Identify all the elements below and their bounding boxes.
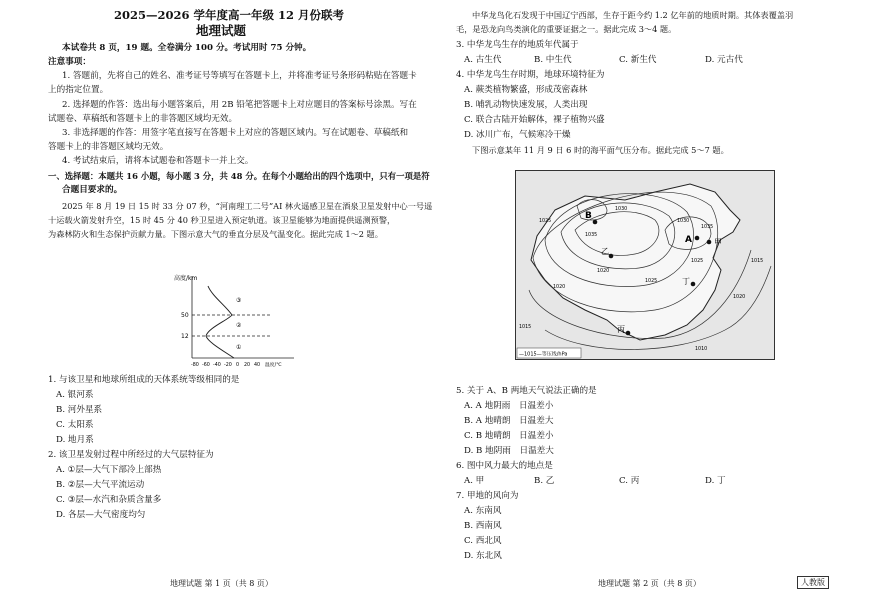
isobar-label-1020c: 1020	[553, 285, 566, 290]
q1-option-c[interactable]: C. 太阳系	[56, 420, 94, 430]
point-ding-label: 丁	[682, 277, 690, 286]
x-axis-label: 温度/℃	[265, 363, 282, 368]
layer-label-3: ③	[236, 297, 242, 304]
notice-3b: 答题卡上的非答题区域均无效。	[48, 142, 169, 152]
passage-2b: 毛，是恐龙向鸟类演化的重要证据之一。据此完成 3～4 题。	[456, 24, 677, 34]
layer-label-2: ②	[236, 322, 242, 329]
question-5: 5. 关于 A、B 两地天气说法正确的是	[456, 386, 597, 396]
pressure-map	[515, 170, 775, 360]
point-a-label: A	[685, 235, 692, 245]
q4-option-b[interactable]: B. 哺乳动物快速发展，人类出现	[464, 100, 588, 110]
q2-option-c[interactable]: C. ③层—水汽和杂质含量多	[56, 495, 162, 505]
notice-heading: 注意事项：	[48, 57, 91, 67]
q6-option-d[interactable]: D. 丁	[705, 476, 726, 486]
point-ding-marker	[691, 282, 696, 287]
y-tick-12: 12	[181, 333, 189, 340]
atmosphere-chart	[172, 272, 312, 372]
question-3: 3. 中华龙鸟生存的地质年代属于	[456, 40, 579, 50]
left-footer: 地理试题 第 1 页（共 8 页）	[170, 579, 273, 588]
passage-1b: 十运载火箭发射升空，15 时 45 分 40 秒卫星进入预定轨道。该卫星能够为地面提供遥测预警，	[48, 215, 396, 225]
q7-option-d[interactable]: D. 东北风	[464, 551, 502, 561]
q1-option-b[interactable]: B. 河外星系	[56, 405, 103, 415]
q1-option-d[interactable]: D. 地月系	[56, 435, 94, 445]
q4-option-d[interactable]: D. 冰川广布，气候寒冷干燥	[464, 130, 571, 140]
passage-1c: 为森林防火和生态保护贡献力量。下图示意大气的垂直分层及气温变化。据此完成 1～2 题。	[48, 229, 383, 239]
q3-option-d[interactable]: D. 元古代	[705, 55, 743, 65]
notice-1b: 上的指定位置。	[48, 85, 109, 95]
isobar-label-1025b: 1025	[645, 279, 658, 284]
notice-1a: 1. 答题前，先将自己的姓名、准考证号等填写在答题卡上，并将准考证号条形码粘贴在答题卡	[62, 71, 417, 81]
q5-option-c[interactable]: C. B 地晴朗 日温差小	[464, 431, 554, 441]
q2-option-a[interactable]: A. ①层—大气下部冷上部热	[56, 465, 162, 475]
q6-option-c[interactable]: C. 丙	[619, 476, 640, 486]
isobar-label-1015a: 1015	[519, 325, 532, 330]
exam-info: 本试卷共 8 页，19 题。全卷满分 100 分。考试用时 75 分钟。	[62, 43, 312, 53]
isobar-label-1030b: 1030	[677, 219, 690, 224]
layer-label-1: ①	[236, 344, 242, 351]
x-tick-20: 20	[244, 363, 251, 368]
section-heading-b: 合题目要求的。	[62, 185, 123, 195]
notice-4: 4. 考试结束后，请将本试题卷和答题卡一并上交。	[62, 156, 254, 166]
isobar-label-1035a: 1035	[585, 233, 598, 238]
question-7: 7. 甲地的风向为	[456, 491, 519, 501]
map-legend: —1015—等压线/hPa	[519, 351, 568, 358]
passage-3: 下图示意某年 11 月 9 日 6 时的海平面气压分布。据此完成 5～7 题。	[472, 145, 729, 155]
q6-option-b[interactable]: B. 乙	[534, 476, 555, 486]
q2-option-d[interactable]: D. 各层—大气密度均匀	[56, 510, 146, 520]
q2-option-b[interactable]: B. ②层—大气平流运动	[56, 480, 145, 490]
q5-option-a[interactable]: A. A 地阴雨 日温差小	[464, 401, 554, 411]
q5-option-b[interactable]: B. A 地晴朗 日温差大	[464, 416, 554, 426]
notice-3a: 3. 非选择题的作答：用签字笔直接写在答题卡上对应的答题区域内。写在试题卷、草稿纸和	[62, 128, 409, 138]
passage-1a: 2025 年 8 月 19 日 15 时 33 分 07 秒，“河南理工二号”AI 林火遥感卫星在酒泉卫星发射中心一号遥	[62, 201, 433, 211]
isobar-label-1020a: 1020	[597, 269, 610, 274]
q5-option-d[interactable]: D. B 地阴雨 日温差大	[464, 446, 554, 456]
point-yi-marker	[609, 254, 614, 259]
question-1: 1. 与该卫星和地球所组成的天体系统等级相同的是	[48, 375, 240, 385]
isobar-label-1015b: 1015	[751, 259, 764, 264]
q4-option-c[interactable]: C. 联合古陆开始解体，裸子植物兴盛	[464, 115, 605, 125]
y-axis-label: 高度/km	[174, 275, 198, 282]
isobar-label-1025a: 1025	[539, 219, 552, 224]
q7-option-a[interactable]: A. 东南风	[464, 506, 502, 516]
point-b-label: B	[585, 211, 592, 221]
point-b-marker	[593, 220, 598, 225]
q1-option-a[interactable]: A. 银河系	[56, 390, 94, 400]
question-6: 6. 图中风力最大的地点是	[456, 461, 553, 471]
temperature-curve	[206, 286, 234, 358]
point-bing-label: 丙	[617, 325, 625, 334]
q6-option-a[interactable]: A. 甲	[464, 476, 485, 486]
point-bing-marker	[626, 331, 631, 336]
notice-2b: 试题卷、草稿纸和答题卡上的非答题区域均无效。	[48, 114, 238, 124]
point-jia-label: 甲	[714, 238, 722, 247]
isobar-label-1025c: 1025	[691, 259, 704, 264]
x-tick-m40: -40	[213, 363, 221, 368]
y-tick-50: 50	[181, 312, 189, 319]
q7-option-c[interactable]: C. 西北风	[464, 536, 502, 546]
passage-2a: 中华龙鸟化石发现于中国辽宁西部，生存于距今约 1.2 亿年前的地质时期。其体表覆盖羽	[472, 10, 794, 20]
x-tick-m60: -60	[202, 363, 210, 368]
q3-option-c[interactable]: C. 新生代	[619, 55, 657, 65]
x-tick-m20: -20	[224, 363, 232, 368]
x-tick-m80: -80	[191, 363, 199, 368]
q4-option-a[interactable]: A. 蕨类植物繁盛，形成茂密森林	[464, 85, 588, 95]
question-4: 4. 中华龙鸟生存时期，地球环境特征为	[456, 70, 605, 80]
isobar-label-1030a: 1030	[615, 207, 628, 212]
q3-option-b[interactable]: B. 中生代	[534, 55, 572, 65]
point-a-marker	[695, 236, 700, 241]
isobar-label-1010: 1010	[695, 347, 708, 352]
x-tick-0: 0	[236, 363, 240, 368]
isobar-label-1020b: 1020	[733, 295, 746, 300]
point-jia-marker	[707, 240, 712, 245]
question-2: 2. 该卫星发射过程中所经过的大气层特征为	[48, 450, 214, 460]
edition-badge: 人教版	[797, 576, 829, 589]
q7-option-b[interactable]: B. 西南风	[464, 521, 502, 531]
x-tick-40: 40	[254, 363, 261, 368]
isobar-label-1035b: 1035	[701, 225, 714, 230]
point-yi-label: 乙	[601, 247, 609, 256]
notice-2a: 2. 选择题的作答：选出每小题答案后，用 2B 铅笔把答题卡上对应题目的答案标号涂黑。写在	[62, 100, 417, 110]
exam-title: 2025—2026 学年度高一年级 12 月份联考	[114, 8, 345, 22]
q3-option-a[interactable]: A. 古生代	[464, 55, 502, 65]
subject-title: 地理试题	[196, 23, 247, 38]
right-footer: 地理试题 第 2 页（共 8 页）	[598, 579, 701, 588]
section-heading-a: 一、选择题：本题共 16 小题，每小题 3 分，共 48 分。在每个小题给出的四个选项中，只有一项是符	[48, 171, 430, 181]
